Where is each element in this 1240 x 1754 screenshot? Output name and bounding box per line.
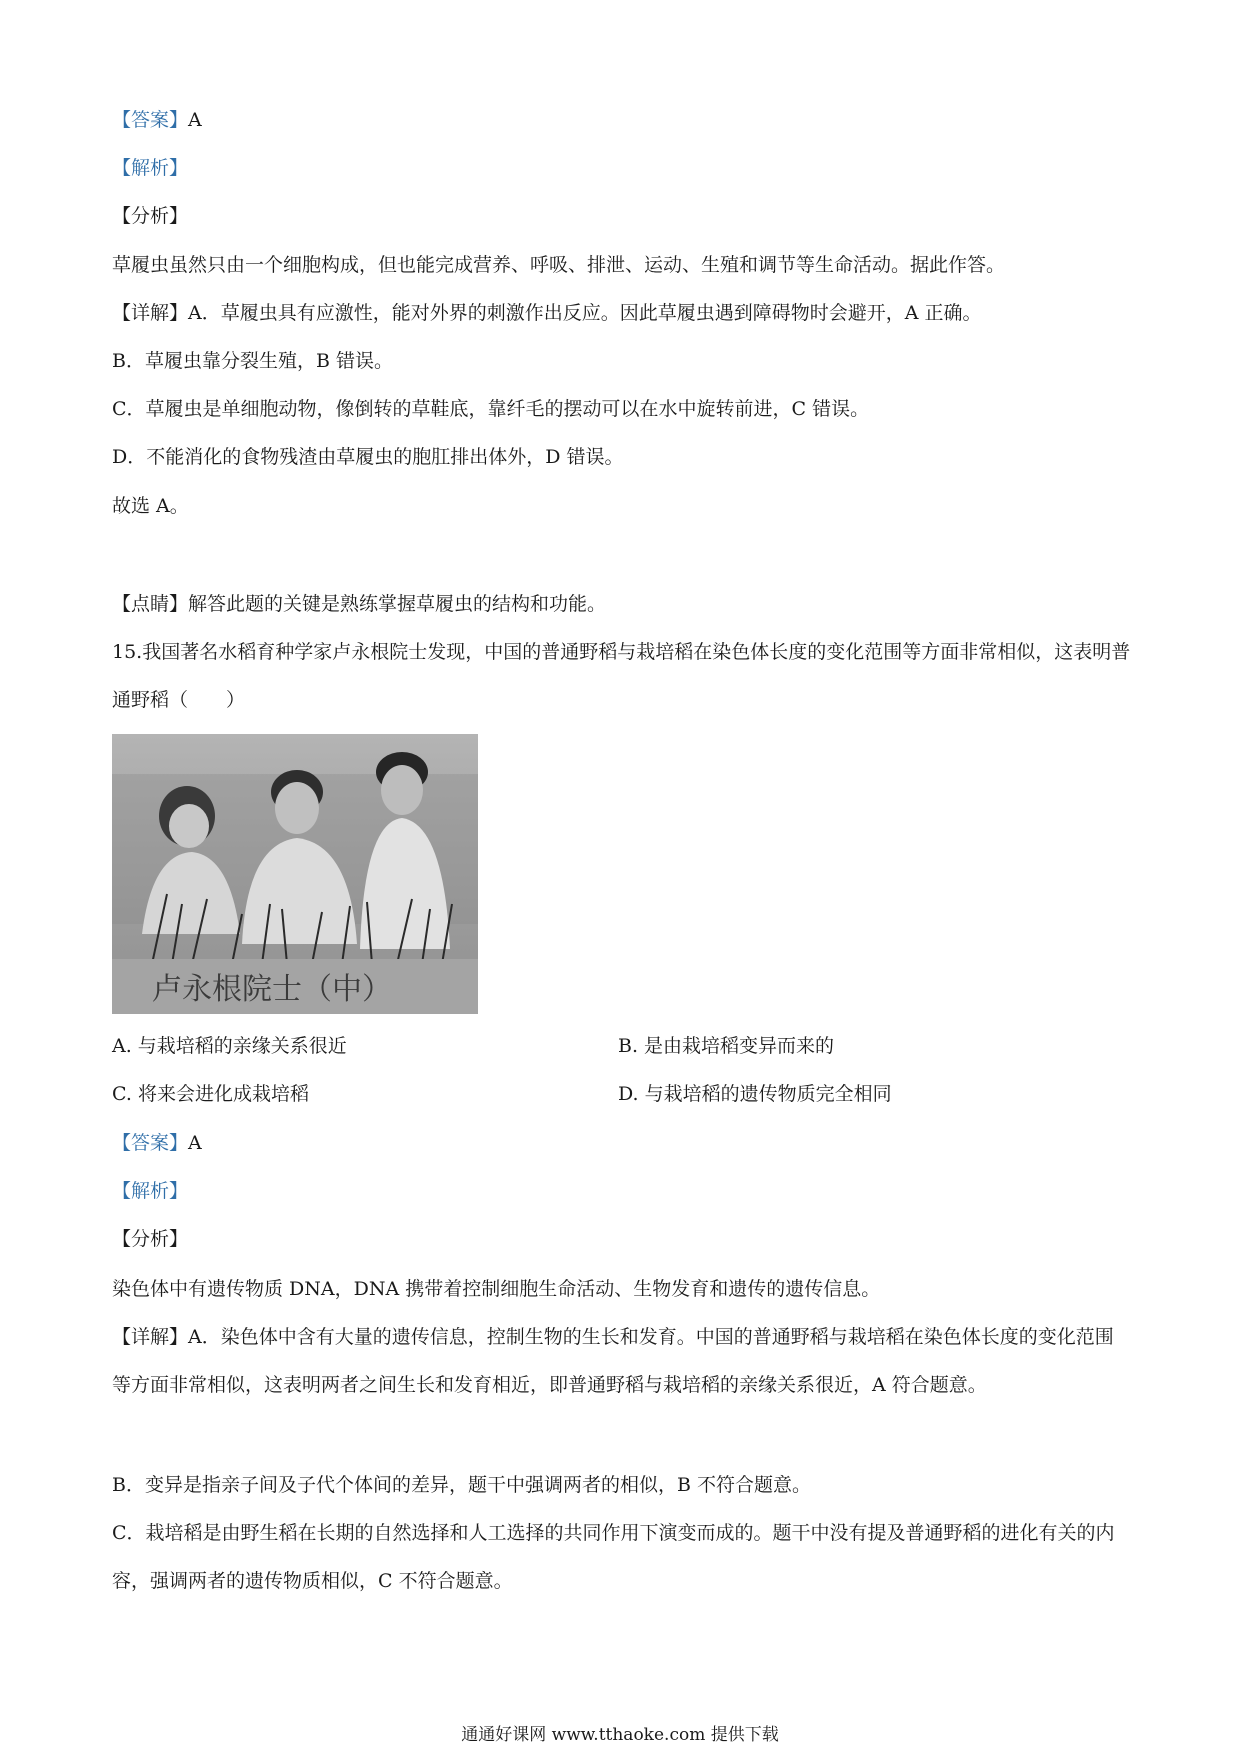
answer-tag: 【答案】 bbox=[112, 1132, 189, 1154]
q15-option-b: B. 是由栽培稻变异而来的 bbox=[618, 1035, 835, 1057]
answer-value: A bbox=[188, 109, 202, 131]
q15-answer bbox=[112, 1131, 1132, 1155]
q14-fenxi-tag: 【分析】 bbox=[112, 205, 189, 227]
answer-value: A bbox=[188, 1132, 202, 1154]
q14-detail-b: B．草履虫靠分裂生殖，B 错误。 bbox=[112, 350, 393, 372]
q14-fenxi-text: 草履虫虽然只由一个细胞构成，但也能完成营养、呼吸、排泄、运动、生殖和调节等生命活动。据此作答。 bbox=[112, 254, 1006, 276]
q15-option-c: C. 将来会进化成栽培稻 bbox=[112, 1083, 309, 1105]
q15-detail-c: C．栽培稻是由野生稻在长期的自然选择和人工选择的共同作用下演变而成的。题干中没有提及普通野稻的进化有关的内容，强调两者的遗传物质相似，C 不符合题意。 bbox=[112, 1522, 1115, 1592]
q15-stem: 15.我国著名水稻育种学家卢永根院士发现，中国的普通野稻与栽培稻在染色体长度的变化范围等方面非常相似，这表明普通野稻（ ） bbox=[112, 641, 1131, 711]
detail-a-text: A．草履虫具有应激性，能对外界的刺激作出反应。因此草履虫遇到障碍物时会避开，A 正确。 bbox=[188, 302, 982, 324]
q14-detail-d: D．不能消化的食物残渣由草履虫的胞肛排出体外，D 错误。 bbox=[112, 446, 624, 468]
detail-a-text: A．染色体中含有大量的遗传信息，控制生物的生长和发育。中国的普通野稻与栽培稻在染色体长度的变化范围等方面非常相似，这表明两者之间生长和发育相近，即普通野稻与栽培稻的亲缘关系很近，A 符合题意。 bbox=[112, 1326, 1114, 1396]
page-footer: 通通好课网 www.tthaoke.com 提供下载 bbox=[461, 1725, 779, 1745]
q14-conclusion: 故选 A。 bbox=[112, 495, 189, 517]
q15-detail-a bbox=[112, 1313, 1132, 1409]
q15-fenxi-tag: 【分析】 bbox=[112, 1228, 189, 1250]
q15-option-a: A. 与栽培稻的亲缘关系很近 bbox=[112, 1035, 347, 1057]
photo-illustration bbox=[112, 734, 478, 1014]
q14-jiexi-tag: 【解析】 bbox=[112, 157, 189, 179]
q15-option-d: D. 与栽培稻的遗传物质完全相同 bbox=[618, 1083, 892, 1105]
photo-caption: 卢永根院士（中） bbox=[152, 972, 392, 1007]
q14-dianjing bbox=[112, 592, 1132, 616]
answer-tag: 【答案】 bbox=[112, 109, 189, 131]
q14-answer bbox=[112, 108, 1132, 132]
q14-detail-a bbox=[112, 301, 1132, 325]
detail-tag: 【详解】 bbox=[112, 1326, 189, 1348]
dianjing-text: 解答此题的关键是熟练掌握草履虫的结构和功能。 bbox=[188, 593, 607, 615]
q15-jiexi-tag: 【解析】 bbox=[112, 1180, 189, 1202]
dianjing-tag: 【点睛】 bbox=[112, 593, 189, 615]
q15-fenxi-text: 染色体中有遗传物质 DNA，DNA 携带着控制细胞生命活动、生物发育和遗传的遗传信息。 bbox=[112, 1278, 881, 1300]
q14-detail-c: C．草履虫是单细胞动物，像倒转的草鞋底，靠纤毛的摆动可以在水中旋转前进，C 错误。 bbox=[112, 398, 870, 420]
q15-photo bbox=[112, 734, 478, 1014]
detail-tag: 【详解】 bbox=[112, 302, 189, 324]
q15-detail-b: B．变异是指亲子间及子代个体间的差异，题干中强调两者的相似，B 不符合题意。 bbox=[112, 1474, 811, 1496]
